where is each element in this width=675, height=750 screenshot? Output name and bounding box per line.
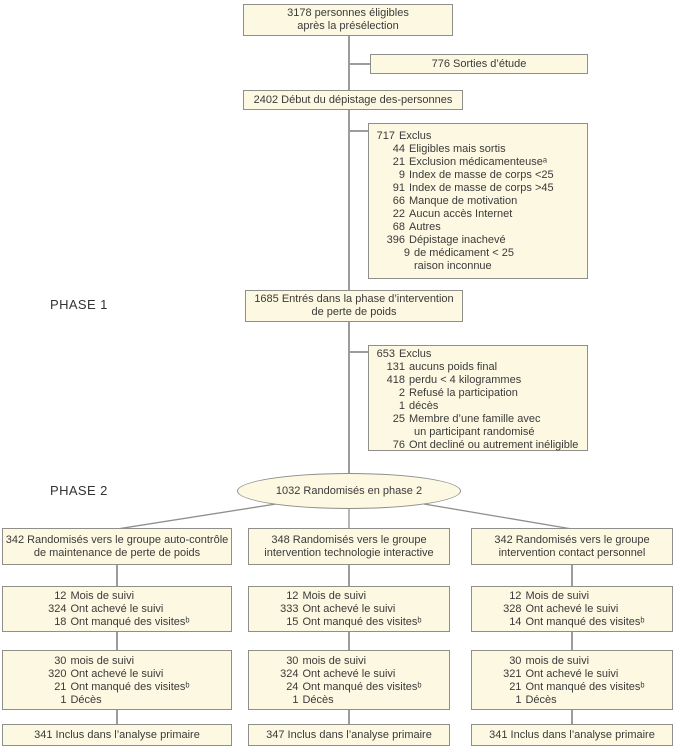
followup-line: 24 Ont manqué des visitesᵇ bbox=[286, 681, 422, 693]
followup30-right-box bbox=[471, 650, 673, 710]
connector-line bbox=[348, 108, 350, 292]
connector-line bbox=[348, 320, 350, 478]
group-technology-box bbox=[248, 528, 450, 565]
study-exit-text: 776 Sorties d’étude bbox=[431, 57, 527, 70]
group-line1: 348 Randomisés vers le groupe bbox=[271, 534, 427, 546]
exclusion-line: 396 Dépistage inachevé bbox=[386, 234, 506, 246]
exclusion-line: 66 Manque de motivation bbox=[392, 195, 518, 207]
phase1-entry-line1: 1685 Entrés dans la phase d’intervention bbox=[254, 293, 454, 305]
screening-start-text: 2402 Début du dépistage des-personnes bbox=[253, 93, 453, 106]
followup12-left-box bbox=[2, 586, 232, 632]
analysis-middle-box bbox=[248, 724, 450, 746]
followup-line: 1 Décès bbox=[60, 694, 102, 706]
exclusion-line: 717 Exclus bbox=[376, 130, 432, 142]
exclusion-line: un participant randomisé bbox=[414, 426, 535, 438]
followup-line: 328 Ont achevé le suivi bbox=[503, 603, 619, 615]
group-personal-contact-box bbox=[471, 528, 673, 565]
followup-line: 12 Mois de suivi bbox=[54, 590, 135, 602]
screening-start-box bbox=[243, 90, 463, 110]
followup-line: 324 Ont achevé le suivi bbox=[48, 603, 164, 615]
followup-line: 18 Ont manqué des visitesᵇ bbox=[54, 616, 190, 628]
group-line2: intervention contact personnel bbox=[498, 547, 646, 559]
randomized-total-text: 1032 Randomisés en phase 2 bbox=[275, 484, 423, 497]
eligible-line2: après la présélection bbox=[297, 20, 399, 32]
group-line2: de maintenance de perte de poids bbox=[33, 547, 201, 559]
study-exit-box bbox=[370, 54, 588, 74]
followup-line: 321 Ont achevé le suivi bbox=[503, 668, 619, 680]
exclusion-line: 44 Eligibles mais sortis bbox=[392, 143, 506, 155]
followup-line: 324 Ont achevé le suivi bbox=[280, 668, 396, 680]
group-line1: 342 Randomisés vers le groupe auto-contrôle bbox=[5, 534, 229, 546]
exclusion-line: 418 perdu < 4 kilogrammes bbox=[386, 374, 522, 386]
exclusion-line: 22 Aucun accès Internet bbox=[392, 208, 513, 220]
eligible-box bbox=[243, 4, 453, 36]
group-line2: intervention technologie interactive bbox=[264, 547, 434, 559]
analysis-text: 341 Inclus dans l’analyse primaire bbox=[489, 728, 655, 741]
exclusion-line: raison inconnue bbox=[414, 260, 492, 272]
analysis-text: 347 Inclus dans l’analyse primaire bbox=[266, 728, 432, 741]
followup-line: 12 Mois de suivi bbox=[286, 590, 367, 602]
eligible-line1: 3178 personnes éligibles bbox=[287, 7, 409, 19]
exclusion-line: 1 décès bbox=[398, 400, 439, 412]
followup-line: 21 Ont manqué des visitesᵇ bbox=[54, 681, 190, 693]
followup-line: 30 mois de suivi bbox=[54, 655, 135, 667]
exclusions-phase1-box bbox=[368, 345, 588, 451]
followup30-left-box bbox=[2, 650, 232, 710]
followup-line: 320 Ont achevé le suivi bbox=[48, 668, 164, 680]
analysis-left-box bbox=[2, 724, 232, 746]
exclusion-line: 131 aucuns poids final bbox=[386, 361, 498, 373]
randomized-ellipse bbox=[237, 473, 461, 509]
exclusion-line: 653 Exclus bbox=[376, 348, 432, 360]
exclusions-screening-box bbox=[368, 123, 588, 279]
analysis-right-box bbox=[471, 724, 673, 746]
followup-line: 333 Ont achevé le suivi bbox=[280, 603, 396, 615]
analysis-text: 341 Inclus dans l’analyse primaire bbox=[34, 728, 200, 741]
exclusion-line: 91 Index de masse de corps >45 bbox=[392, 182, 554, 194]
followup-line: 12 Mois de suivi bbox=[509, 590, 590, 602]
followup-line: 1 Décès bbox=[515, 694, 557, 706]
exclusion-line: 25 Membre d’une famille avec bbox=[392, 413, 541, 425]
followup12-middle-box bbox=[248, 586, 450, 632]
exclusion-line: 68 Autres bbox=[392, 221, 441, 233]
exclusion-line: 9 Index de masse de corps <25 bbox=[398, 169, 554, 181]
phase1-entry-box bbox=[245, 290, 463, 322]
exclusion-line: 21 Exclusion médicamenteuseᵃ bbox=[392, 156, 547, 168]
group-selfcontrol-box bbox=[2, 528, 232, 565]
exclusion-line: 9 de médicament < 25 bbox=[403, 247, 514, 259]
phase2-label: PHASE 2 bbox=[50, 483, 108, 498]
followup-line: 30 mois de suivi bbox=[286, 655, 367, 667]
phase1-entry-line2: de perte de poids bbox=[311, 306, 397, 318]
exclusion-line: 2 Refusé la participation bbox=[398, 387, 518, 399]
exclusion-line: 76 Ont decliné ou autrement inéligible bbox=[392, 439, 579, 451]
followup-line: 30 mois de suivi bbox=[509, 655, 590, 667]
followup-line: 21 Ont manqué des visitesᵇ bbox=[509, 681, 645, 693]
followup12-right-box bbox=[471, 586, 673, 632]
group-line1: 342 Randomisés vers le groupe bbox=[494, 534, 650, 546]
followup-line: 1 Décès bbox=[292, 694, 334, 706]
followup-line: 14 Ont manqué des visitesᵇ bbox=[509, 616, 645, 628]
followup-line: 15 Ont manqué des visitesᵇ bbox=[286, 616, 422, 628]
followup30-middle-box bbox=[248, 650, 450, 710]
phase1-label: PHASE 1 bbox=[50, 297, 108, 312]
